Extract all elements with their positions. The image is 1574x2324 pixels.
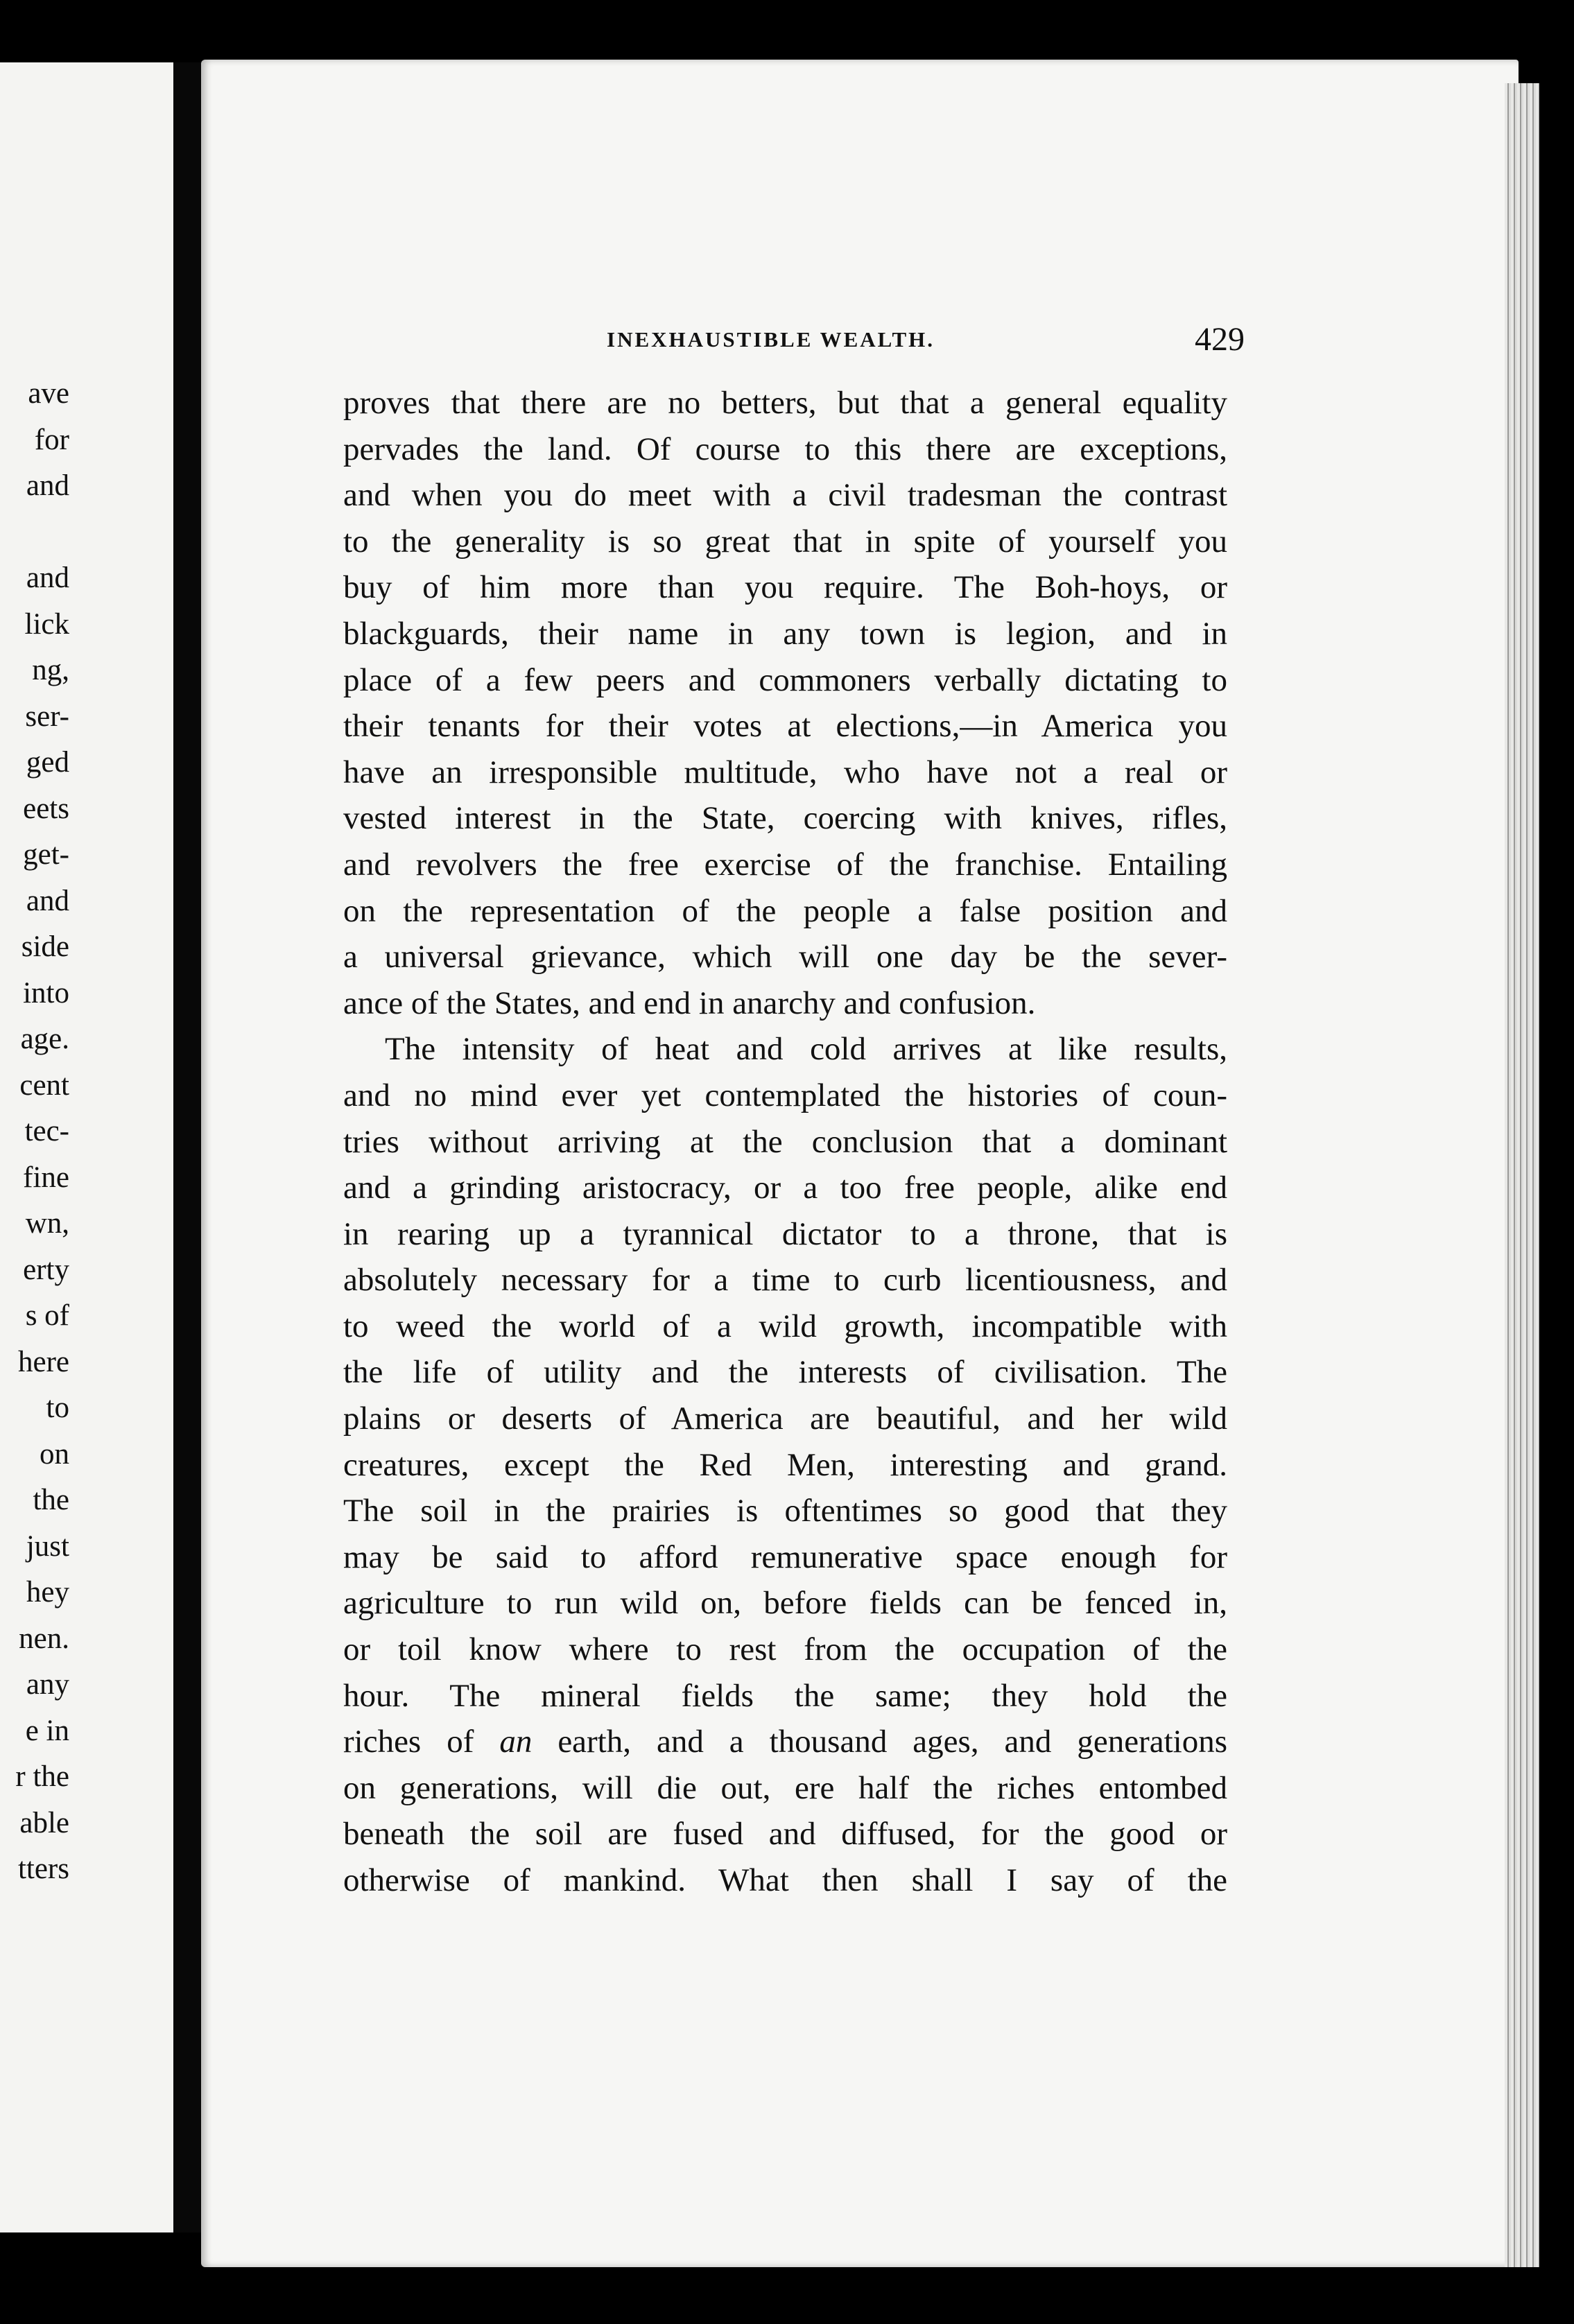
- text-line: creatures, except the Red Men, interesting and grand.: [343, 1446, 1227, 1483]
- text-segment: earth, and a thousand ages, and generations: [557, 1724, 1228, 1760]
- text-line: vested interest in the State, coercing with knives, rifles,: [343, 800, 1227, 837]
- previous-page-text-fragments: [0, 371, 69, 1893]
- fragment-line: the: [33, 1484, 69, 1516]
- text-line: on generations, will die out, ere half the riches entombed: [343, 1769, 1227, 1806]
- text-line: to the generality is so great that in spite of yourself you: [343, 523, 1227, 560]
- text-line: to weed the world of a wild growth, incompatible with: [343, 1308, 1227, 1344]
- body-text: [343, 380, 1227, 1904]
- fragment-line: into: [23, 976, 69, 1009]
- text-line: absolutely necessary for a time to curb licentiousness, and: [343, 1262, 1227, 1299]
- fragment-line: ng,: [32, 654, 69, 686]
- text-line: and revolvers the free exercise of the franchise. Entailing: [343, 846, 1227, 883]
- text-line: or toil know where to rest from the occupation of the: [343, 1631, 1227, 1668]
- text-line: pervades the land. Of course to this there are exceptions,: [343, 431, 1227, 467]
- fragment-line: nen.: [19, 1622, 69, 1655]
- fragment-line: tters: [17, 1853, 69, 1885]
- text-line: their tenants for their votes at elections,—in America you: [343, 708, 1227, 745]
- fragment-line: erty: [23, 1253, 69, 1286]
- fragment-line: s of: [25, 1299, 69, 1332]
- fragment-line: and: [26, 469, 69, 502]
- fragment-line: and: [26, 562, 69, 594]
- fragment-line: e in: [25, 1714, 69, 1747]
- text-line: tries without arriving at the conclusion that a dominant: [343, 1123, 1227, 1160]
- text-line: The soil in the prairies is oftentimes so good that they: [343, 1493, 1227, 1529]
- fragment-line: here: [18, 1345, 69, 1378]
- text-line: and no mind ever yet contemplated the histories of coun-: [343, 1077, 1227, 1113]
- fragment-line: [0, 510, 69, 556]
- page-number: 429: [1195, 321, 1245, 358]
- text-line: hour. The mineral fields the same; they hold the: [343, 1677, 1227, 1714]
- fragment-line: any: [26, 1668, 69, 1701]
- text-line: place of a few peers and commoners verbally dictating to: [343, 661, 1227, 698]
- text-line: may be said to afford remunerative space enough for: [343, 1538, 1227, 1575]
- fragment-line: ser-: [25, 700, 69, 733]
- text-line: plains or deserts of America are beautiful, and her wild: [343, 1401, 1227, 1437]
- fragment-line: hey: [26, 1576, 69, 1608]
- text-line: on the representation of the people a false position and: [343, 892, 1227, 929]
- text-line: agriculture to run wild on, before fields can be fenced in,: [343, 1585, 1227, 1622]
- text-line: in rearing up a tyrannical dictator to a throne, that is: [343, 1215, 1227, 1252]
- fragment-line: lick: [24, 607, 69, 641]
- text-line: proves that there are no betters, but that a general equality: [343, 385, 1227, 421]
- fragment-line: ged: [26, 746, 69, 779]
- text-line-with-italic: [343, 1719, 1227, 1765]
- fragment-line: eets: [23, 792, 69, 825]
- text-line: a universal grievance, which will one day be the sever-: [343, 939, 1227, 975]
- fragment-line: tec-: [24, 1115, 69, 1147]
- fragment-line: able: [19, 1806, 69, 1839]
- fragment-line: age.: [20, 1023, 69, 1055]
- fragment-line: and: [26, 884, 69, 917]
- text-line: the life of utility and the interests of civilisation. The: [343, 1354, 1227, 1391]
- text-line: have an irresponsible multitude, who have not a real or: [343, 754, 1227, 790]
- running-title: INEXHAUSTIBLE WEALTH.: [607, 327, 935, 352]
- fragment-line: get-: [23, 838, 69, 871]
- running-head: [343, 320, 1245, 369]
- fragment-line: ave: [28, 377, 69, 410]
- fragment-line: wn,: [25, 1207, 69, 1240]
- fragment-line: side: [21, 930, 69, 963]
- text-line: blackguards, their name in any town is legion, and in: [343, 615, 1227, 652]
- text-line: otherwise of mankind. What then shall I say of the: [343, 1862, 1227, 1898]
- paragraph-first-line: The intensity of heat and cold arrives at like results,: [385, 1031, 1227, 1068]
- fragment-line: for: [34, 423, 69, 456]
- text-line: ance of the States, and end in anarchy and confusion.: [343, 985, 1036, 1021]
- text-line: and a grinding aristocracy, or a too free people, alike end: [343, 1170, 1227, 1206]
- fragment-line: cent: [19, 1068, 69, 1102]
- fragment-line: just: [26, 1529, 69, 1563]
- text-segment: riches of: [343, 1724, 474, 1760]
- text-line: beneath the soil are fused and diffused, for the good or: [343, 1816, 1227, 1853]
- italic-word: an: [499, 1724, 533, 1760]
- fragment-line: on: [40, 1437, 69, 1471]
- fragment-line: r the: [15, 1760, 69, 1793]
- page-edges: [1505, 83, 1539, 2267]
- book-gutter: [173, 62, 201, 2232]
- text-line: buy of him more than you require. The Boh-hoys, or: [343, 569, 1227, 606]
- text-line: and when you do meet with a civil tradesman the contrast: [343, 477, 1227, 514]
- fragment-line: to: [46, 1391, 69, 1424]
- fragment-line: fine: [23, 1161, 69, 1194]
